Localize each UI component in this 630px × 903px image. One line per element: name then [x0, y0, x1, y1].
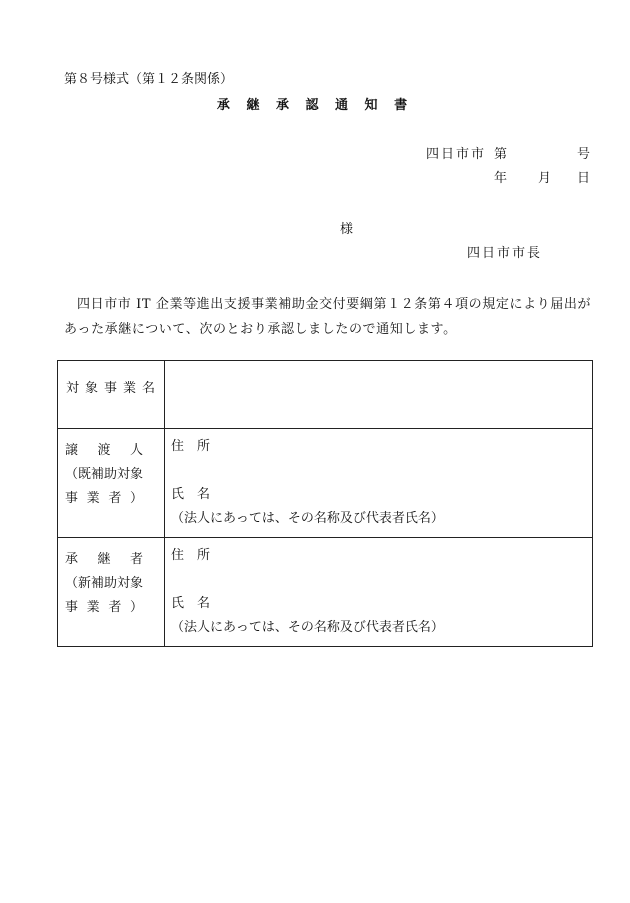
- label-char: 者: [108, 600, 122, 615]
- successor-note: （法人にあっては、その名称及び代表者氏名）: [171, 620, 444, 635]
- successor-label: [58, 538, 165, 647]
- date-year-label: 年: [494, 171, 508, 186]
- label-char: 者: [129, 552, 143, 567]
- label-char: 事: [65, 600, 79, 615]
- label-char: 者: [108, 491, 122, 506]
- transferor-label: [58, 429, 165, 538]
- transferor-note: （法人にあっては、その名称及び代表者氏名）: [171, 511, 444, 526]
- table-row: [58, 361, 593, 429]
- successor-subtitle-2: [65, 596, 143, 620]
- target-business-label: 対象事業名: [58, 361, 165, 429]
- label-char: 渡: [97, 443, 111, 458]
- label-char: 事: [65, 491, 79, 506]
- form-number: 第８号様式（第１２条関係）: [64, 72, 234, 87]
- label-char: 承: [65, 552, 79, 567]
- document-number-suffix: 号: [577, 147, 591, 162]
- successor-value-cell[interactable]: [165, 538, 593, 647]
- transferor-subtitle: （既補助対象: [65, 467, 144, 482]
- body-paragraph: 四日市市 IT 企業等進出支援事業補助金交付要綱第１２条第４項の規定により届出があった承継について、次のとおり承認しましたので通知します。: [64, 297, 592, 337]
- issuer-name: 四日市市: [426, 147, 487, 162]
- sender-name: 四日市市長: [467, 246, 543, 261]
- approval-form-table: [57, 360, 593, 647]
- date-day-label: 日: [577, 171, 591, 186]
- transferor-title: [65, 439, 143, 463]
- label-char: ）: [129, 491, 143, 506]
- table-row: [58, 429, 593, 538]
- successor-title: [65, 548, 143, 572]
- recipient-honorific: 様: [340, 222, 354, 237]
- transferor-address-label: 住 所: [171, 439, 211, 454]
- date-month-label: 月: [538, 171, 552, 186]
- target-business-value[interactable]: [165, 361, 593, 429]
- transferor-name-label: 氏 名: [171, 487, 211, 502]
- label-char: ）: [129, 600, 143, 615]
- label-char: 業: [86, 600, 100, 615]
- successor-subtitle: （新補助対象: [65, 576, 144, 591]
- table-row: [58, 538, 593, 647]
- transferor-value-cell[interactable]: [165, 429, 593, 538]
- label-char: 継: [97, 552, 111, 567]
- successor-name-label: 氏 名: [171, 596, 211, 611]
- label-char: 人: [129, 443, 143, 458]
- document-title: 承 継 承 認 通 知 書: [216, 98, 414, 113]
- document-number-prefix: 第: [494, 147, 508, 162]
- label-char: 譲: [65, 443, 79, 458]
- successor-address-label: 住 所: [171, 548, 211, 563]
- label-char: 業: [86, 491, 100, 506]
- transferor-subtitle-2: [65, 487, 143, 511]
